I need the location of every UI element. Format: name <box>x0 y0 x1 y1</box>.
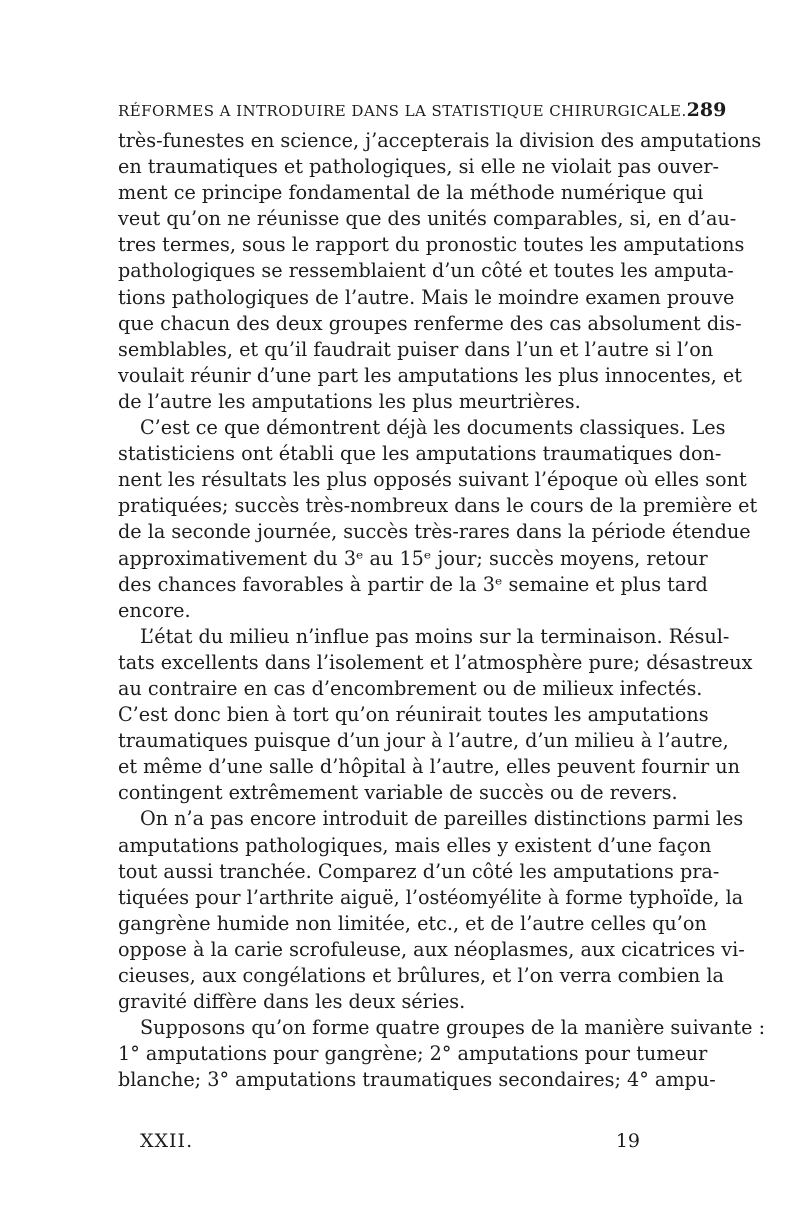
text-line: approximativement du 3ᵉ au 15ᵉ jour; succès moyens, retour <box>118 546 708 570</box>
text-line: des chances favorables à partir de la 3ᵉ semaine et plus tard <box>118 572 708 596</box>
text-line: et même d’une salle d’hôpital à l’autre, elles peuvent fournir un <box>118 755 740 779</box>
page-footer <box>140 1130 640 1152</box>
text-line: statisticiens ont établi que les amputations traumatiques don- <box>118 442 722 466</box>
text-line: C’est donc bien à tort qu’on réunirait toutes les amputations <box>118 703 709 727</box>
text-line: pathologiques se ressemblaient d’un côté et toutes les amputa- <box>118 259 734 283</box>
sheet-number: 19 <box>615 1130 640 1152</box>
text-line: oppose à la carie scrofuleuse, aux néoplasmes, aux cicatrices vi- <box>118 937 745 961</box>
body-text <box>118 128 766 1093</box>
text-line: de l’autre les amputations les plus meurtrières. <box>118 389 581 413</box>
text-line: amputations pathologiques, mais elles y existent d’une façon <box>118 833 712 857</box>
text-line: tions pathologiques de l’autre. Mais le moindre examen prouve <box>118 285 735 309</box>
text-line: cieuses, aux congélations et brûlures, et l’on verra combien la <box>118 964 724 987</box>
text-line: L’état du milieu n’influe pas moins sur la terminaison. Résul- <box>140 624 730 648</box>
paragraph <box>118 128 762 415</box>
text-line: voulait réunir d’une part les amputations les plus innocentes, et <box>118 363 742 387</box>
page-number: 289 <box>686 99 727 121</box>
text-line: encore. <box>118 598 191 622</box>
text-line: contingent extrêmement variable de succès ou de revers. <box>118 781 678 805</box>
text-line: en traumatiques et pathologiques, si elle ne violait pas ouver- <box>118 155 720 179</box>
running-head-title: RÉFORMES A INTRODUIRE DANS LA STATISTIQUE CHIRURGICALE. <box>118 102 687 120</box>
text-line: tiquées pour l’arthrite aiguë, l’ostéomyélite à forme typhoïde, la <box>118 885 744 909</box>
text-line: tout aussi tranchée. Comparez d’un côté les amputations pra- <box>118 859 720 883</box>
running-head <box>118 99 727 121</box>
text-line: ment ce principe fondamental de la méthode numérique qui <box>118 181 704 205</box>
text-line: On n’a pas encore introduit de pareilles distinctions parmi les <box>140 807 744 831</box>
paragraph <box>118 624 753 807</box>
text-line: que chacun des deux groupes renferme des cas absolument dis- <box>118 311 742 335</box>
text-line: tats excellents dans l’isolement et l’atmosphère pure; désastreux <box>118 650 753 674</box>
paragraph <box>118 415 758 624</box>
text-line: pratiquées; succès très-nombreux dans le cours de la première et <box>118 494 758 518</box>
text-line: Supposons qu’on forme quatre groupes de la manière suivante : <box>140 1016 766 1040</box>
paragraph <box>118 1015 766 1093</box>
text-line: gravité diffère dans les deux séries. <box>118 990 466 1014</box>
text-line: très-funestes en science, j’accepterais la division des amputations <box>118 129 762 152</box>
text-line: blanche; 3° amputations traumatiques secondaires; 4° ampu- <box>118 1068 716 1092</box>
text-line: C’est ce que démontrent déjà les documents classiques. Les <box>140 416 726 440</box>
text-line: au contraire en cas d’encombrement ou de milieux infectés. <box>118 676 703 700</box>
signature-mark: XXII. <box>140 1130 194 1152</box>
text-line: veut qu’on ne réunisse que des unités comparables, si, en d’au- <box>118 207 737 231</box>
text-line: tres termes, sous le rapport du pronostic toutes les amputations <box>118 233 745 257</box>
text-line: 1° amputations pour gangrène; 2° amputations pour tumeur <box>118 1042 708 1066</box>
paragraph <box>118 806 745 1015</box>
text-line: traumatiques puisque d’un jour à l’autre, d’un milieu à l’autre, <box>118 729 729 753</box>
text-line: gangrène humide non limitée, etc., et de l’autre celles qu’on <box>118 911 707 935</box>
text-line: nent les résultats les plus opposés suivant l’époque où elles sont <box>118 468 747 492</box>
text-line: semblables, et qu’il faudrait puiser dans l’un et l’autre si l’on <box>118 337 714 361</box>
text-line: de la seconde journée, succès très-rares dans la période étendue <box>118 520 751 544</box>
